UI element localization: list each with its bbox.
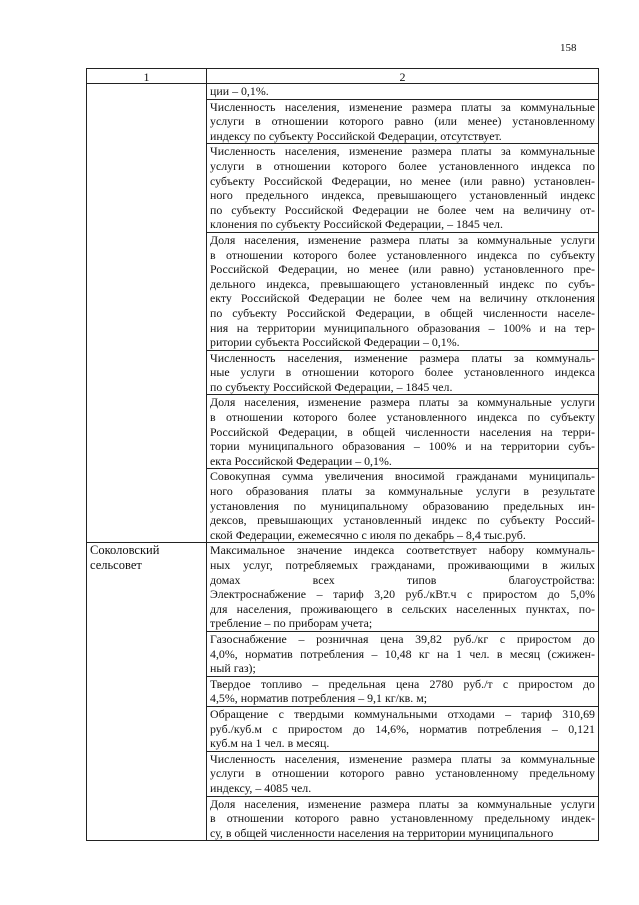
- text-line: Численность населения, изменение размера платы за коммунальные: [210, 144, 595, 159]
- text-line: дексов, превышающих установленный индекс по субъекту Россий-: [210, 513, 595, 528]
- text-paragraph: [207, 469, 598, 542]
- text-paragraph: [207, 395, 598, 469]
- text-line: ного образования платы за коммунальные услуги в результате: [210, 484, 595, 499]
- text-line: Доля населения, изменение размера платы за коммунальные услуги: [210, 232, 595, 247]
- text-line: Доля населения, изменение размера платы за коммунальные услуги: [210, 395, 595, 410]
- text-line: Российской Федерации, в общей численности населения на терри-: [210, 424, 595, 439]
- text-line: 4,0%, норматив потребления – 10,48 кг на 1 чел. в месяц (сжижен-: [210, 646, 595, 661]
- text-paragraph: [207, 144, 598, 233]
- text-paragraph: [207, 752, 598, 797]
- text-line: по субъекту Российской Федерации, в общей численности населе-: [210, 305, 595, 320]
- text-line: ции – 0,1%.: [210, 84, 269, 98]
- row-2-col-2: [207, 543, 599, 841]
- text-line: в отношении которого более установленного индекса по субъекту: [210, 247, 595, 262]
- row-2-col-1: [87, 543, 207, 841]
- text-line: услуги в отношении которого более установленного индекса по: [210, 158, 595, 173]
- text-paragraph: [207, 100, 598, 145]
- text-line: ный газ);: [210, 661, 256, 676]
- text-paragraph: [207, 233, 598, 351]
- text-line: ного предельного индекса, превышающего установленный индекс: [210, 188, 595, 203]
- header-col-2: 2: [207, 69, 599, 84]
- header-col-1: 1: [87, 69, 207, 84]
- text-line: ритории субъекта Российской Федерации – 0,1%.: [210, 335, 460, 350]
- text-line: услуги в отношении которого равно (или менее) установленному: [210, 114, 595, 129]
- text-paragraph: [207, 797, 598, 841]
- row-1-col-2: [207, 84, 599, 543]
- table-row: [87, 543, 599, 841]
- text-line: индексу по субъекту Российской Федерации, отсутствует.: [210, 128, 502, 143]
- settlement-name-line: Соколовский: [90, 543, 160, 558]
- text-line: екту Российской Федерации не более чем на величину отклонения: [210, 291, 595, 306]
- text-line: Российской Федерации, но менее (или равно) установленного пре-: [210, 262, 595, 277]
- text-line: для населения, проживающего в сельских населенных пунктах, по-: [210, 601, 595, 616]
- text-line: руб./куб.м с приростом до 14,6%, норматив потребления – 0,121: [210, 721, 595, 736]
- text-line: Совокупная сумма увеличения вносимой гражданами муниципаль-: [210, 469, 595, 484]
- text-line: ные услуги в отношении которого более установленного индекса: [210, 365, 595, 380]
- text-line: ния на территории муниципального образования – 100% и на тер-: [210, 320, 595, 335]
- text-paragraph: [207, 707, 598, 752]
- text-line: Обращение с твердыми коммунальными отходами – тариф 310,69: [210, 706, 595, 721]
- text-paragraph: [207, 84, 598, 100]
- text-line: Газоснабжение – розничная цена 39,82 руб./кг с приростом до: [210, 631, 595, 646]
- text-paragraph: [207, 632, 598, 677]
- text-line: услуги в отношении которого равно установленному предельному: [210, 766, 595, 781]
- text-line: су, в общей численности населения на территории муниципального: [210, 825, 554, 840]
- text-line: дельного индекса, превышающего установленный индекс по субъ-: [210, 276, 595, 291]
- text-line: требление – по приборам учета;: [210, 616, 373, 631]
- settlement-name-line: сельсовет: [90, 558, 142, 573]
- text-line: субъекту Российской Федерации, но менее (или равно) установлен-: [210, 173, 595, 188]
- page-number: 158: [560, 42, 577, 54]
- table-header-row: [87, 69, 599, 84]
- text-line: в отношении которого более установленного индекса по субъекту: [210, 410, 595, 425]
- text-line: Доля населения, изменение размера платы за коммунальные услуги: [210, 796, 595, 811]
- text-line: екта Российской Федерации – 0,1%.: [210, 453, 392, 468]
- text-line: 4,5%, норматив потребления – 9,1 кг/кв. м;: [210, 691, 428, 706]
- text-line: домах всех типов благоустройства:: [210, 572, 595, 587]
- text-paragraph: [207, 677, 598, 707]
- table-row: [87, 84, 599, 543]
- text-line: Твердое топливо – предельная цена 2780 руб./т с приростом до: [210, 676, 595, 691]
- text-line: ных услуг, потребляемых гражданами, проживающими в жилых: [210, 558, 595, 572]
- text-paragraph: [207, 543, 598, 632]
- text-line: по субъекту Российской Федерации, – 1845 чел.: [210, 379, 453, 394]
- text-line: по субъекту Российской Федерации не более чем на величину от-: [210, 202, 595, 217]
- document-table: [86, 68, 599, 841]
- text-paragraph: [207, 351, 598, 396]
- text-line: Численность населения, изменение размера платы за коммунальные: [210, 751, 595, 766]
- text-line: Электроснабжение – тариф 3,20 руб./кВт.ч с приростом до 5,0%: [210, 587, 595, 602]
- text-line: индексу, – 4085 чел.: [210, 780, 312, 795]
- text-line: куб.м на 1 чел. в месяц.: [210, 736, 330, 751]
- text-line: Численность населения, изменение размера платы за коммунальные: [210, 99, 595, 114]
- text-line: тории муниципального образования – 100% и на территории субъ-: [210, 439, 595, 454]
- text-line: установления по муниципальному образованию предельных ин-: [210, 498, 595, 513]
- text-line: Максимальное значение индекса соответствует набору коммуналь-: [210, 543, 595, 558]
- text-line: в отношении которого равно установленному предельному индек-: [210, 811, 595, 826]
- text-line: Численность населения, изменение размера платы за коммуналь-: [210, 350, 595, 365]
- row-1-col-1: [87, 84, 207, 543]
- text-line: ской Федерации, ежемесячно с июля по декабрь – 8,4 тыс.руб.: [210, 527, 526, 542]
- text-line: клонения по субъекту Российской Федерации, – 1845 чел.: [210, 217, 503, 232]
